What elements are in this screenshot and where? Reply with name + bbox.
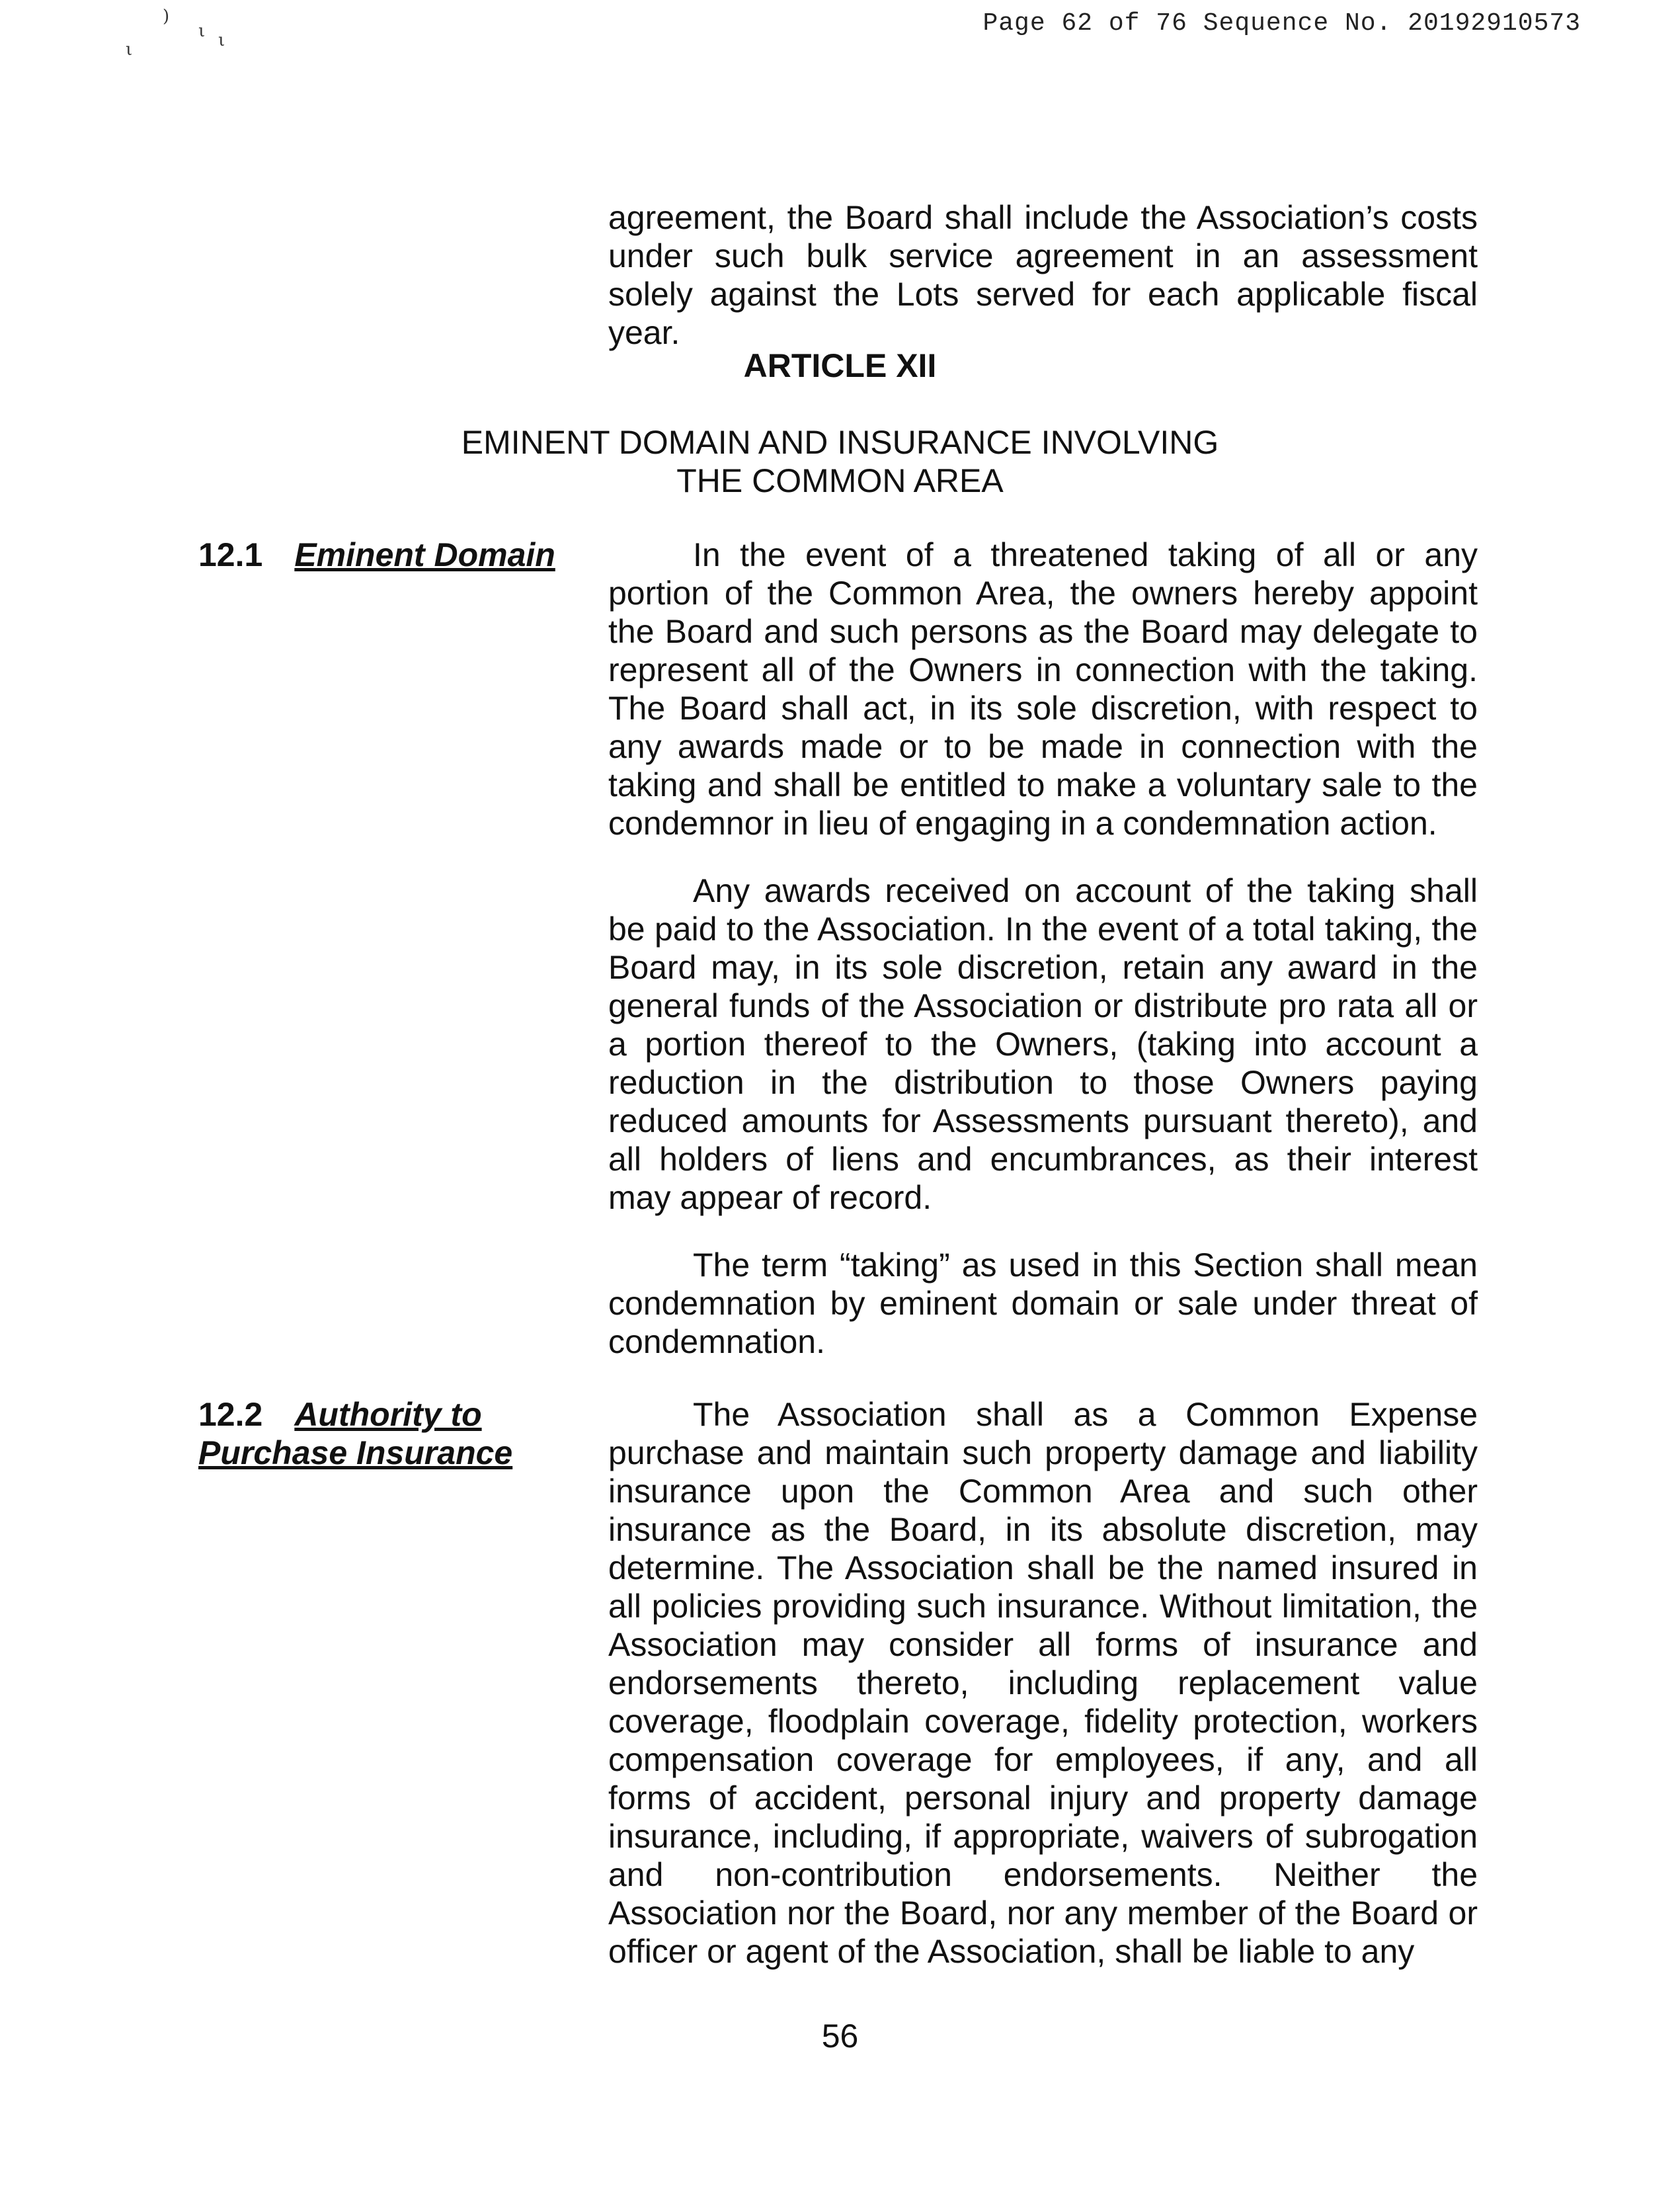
section-number: 12.2 (198, 1396, 263, 1433)
section-12-1-paragraph-3: The term “taking” as used in this Section shall mean condemnation by eminent domain or sale under threat of condemnation. (608, 1246, 1478, 1360)
article-number: ARTICLE XII (743, 347, 937, 384)
page-number: 56 (821, 2018, 859, 2055)
article-title-line-2: THE COMMON AREA (676, 462, 1004, 499)
section-12-1-label (198, 536, 555, 574)
continuation-paragraph: agreement, the Board shall include the Association’s costs under such bulk service agreement in an assessment solely against the Lots served for each applicable fiscal year. (608, 199, 1478, 351)
section-title-line-1: Authority to (294, 1396, 482, 1433)
sequence-header: Page 62 of 76 Sequence No. 20192910573 (982, 9, 1581, 38)
section-12-2-paragraph-1: The Association shall as a Common Expense purchase and maintain such property damage and liability insurance upon the Common Area and such other insurance as the Board, in its absolute discretion, may determine. The Association shall be the named insured in all policies providing such insurance. Without limitation, the Association may consider all forms of insurance and endorsements thereto, including replacement value coverage, floodplain coverage, fidelity protection, workers compensation coverage for employees, if any, and all forms of accident, personal injury and property damage insurance, including, if appropriate, waivers of subrogation and non-contribution endorsements. Neither the Association nor the Board, nor any member of the Board or officer or agent of the Association, shall be liable to any (608, 1396, 1478, 1970)
section-title-line-2: Purchase Insurance (198, 1434, 513, 1471)
section-12-1-paragraph-1: In the event of a threatened taking of all or any portion of the Common Area, the owners hereby appoint the Board and such persons as the Board may delegate to represent all of the Owners in connection with the taking. The Board shall act, in its sole discretion, with respect to any awards made or to be made in connection with the taking and shall be entitled to make a voluntary sale to the condemnor in lieu of engaging in a condemnation action. (608, 536, 1478, 842)
section-title: Eminent Domain (294, 536, 555, 573)
section-12-1-paragraph-2: Any awards received on account of the taking shall be paid to the Association. In the event of a total taking, the Board may, in its sole discretion, retain any award in the general funds of the Association or distribute pro rata all or a portion thereof to the Owners, (taking into account a reduction in the distribution to those Owners paying reduced amounts for Assessments pursuant thereto), and all holders of liens and encumbrances, as their interest may appear of record. (608, 872, 1478, 1216)
article-title-line-1: EMINENT DOMAIN AND INSURANCE INVOLVING (461, 424, 1219, 461)
section-number: 12.1 (198, 536, 263, 573)
section-12-2-label (198, 1395, 512, 1472)
